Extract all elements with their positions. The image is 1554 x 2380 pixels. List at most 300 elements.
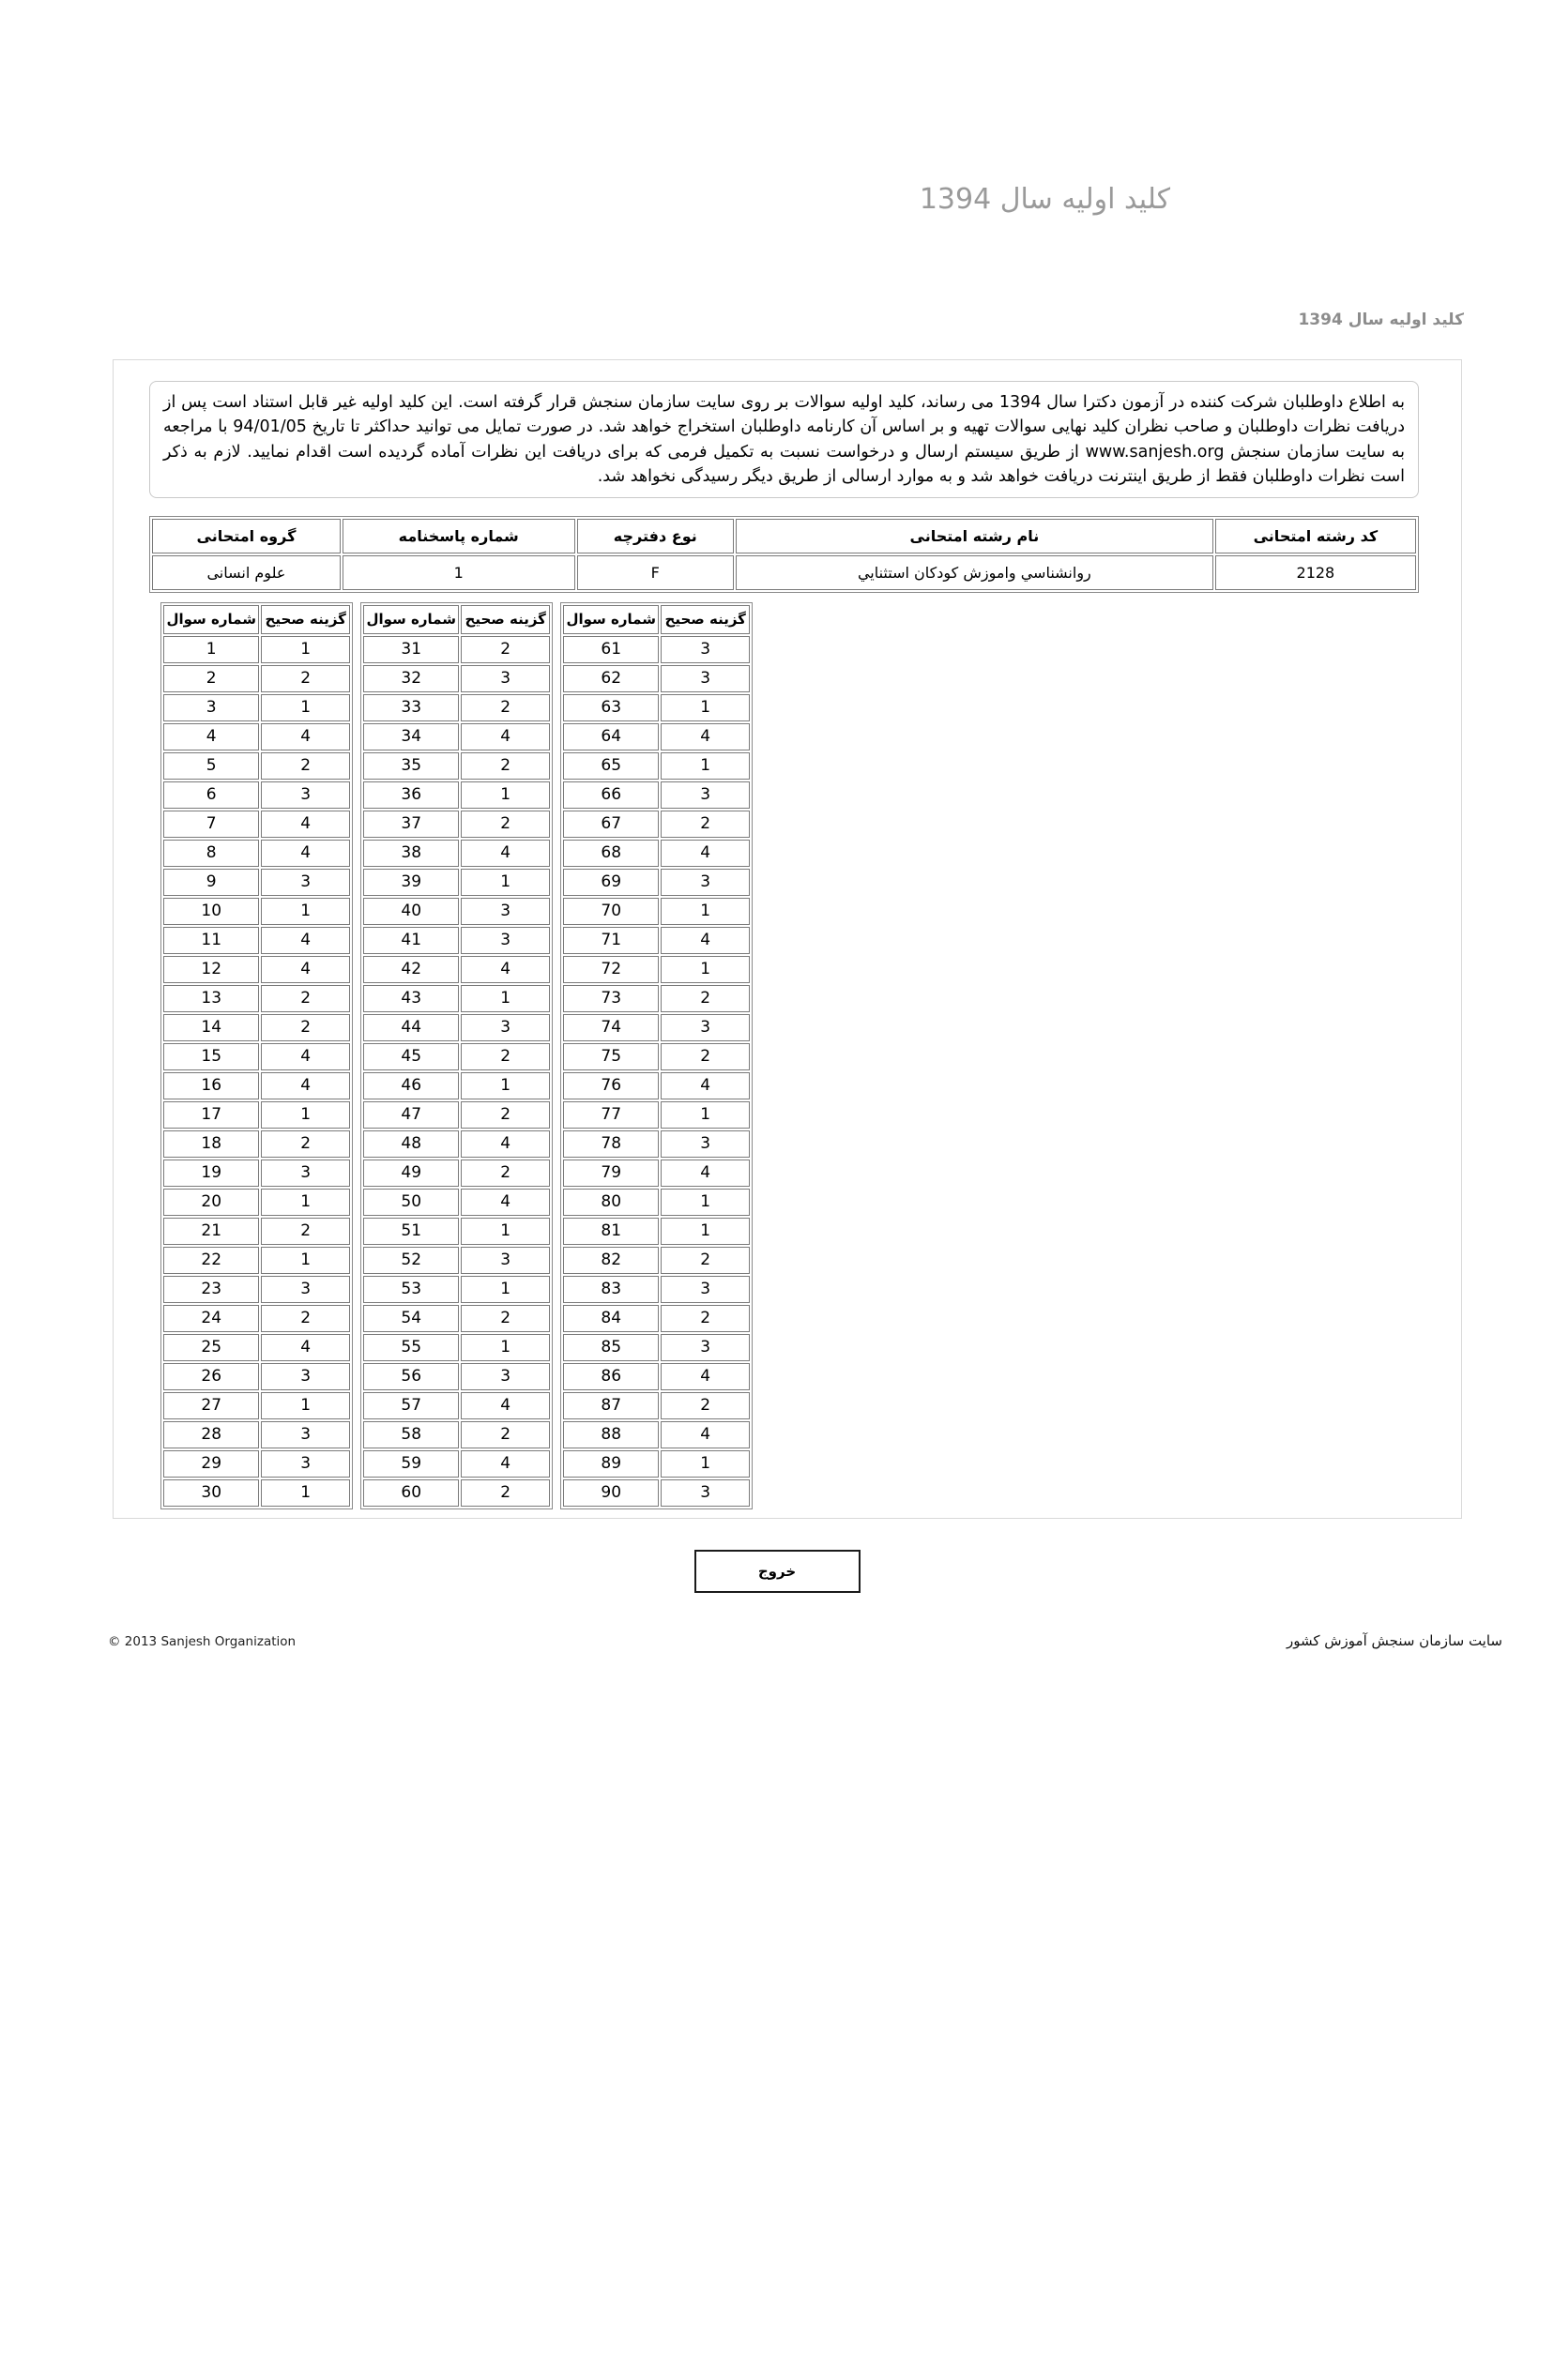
answer-table-1-30 [160, 602, 353, 1509]
answer-row [163, 636, 350, 663]
correct-option-cell: 3 [461, 1014, 550, 1041]
answer-row [363, 1072, 550, 1099]
question-number-cell: 35 [363, 752, 459, 780]
correct-option-cell: 4 [661, 927, 750, 954]
page-title: کلید اولیه سال 1394 [919, 183, 1170, 216]
question-number-cell: 47 [363, 1101, 459, 1129]
correct-option-cell: 2 [461, 636, 550, 663]
correct-option-cell: 1 [461, 1334, 550, 1361]
answer-row [563, 1450, 750, 1478]
answer-row [163, 723, 350, 750]
correct-option-cell: 4 [661, 723, 750, 750]
exam-info-table [149, 516, 1419, 593]
answer-row [563, 985, 750, 1012]
question-number-cell: 10 [163, 898, 259, 925]
correct-option-cell: 2 [261, 752, 350, 780]
correct-option-cell: 1 [261, 1101, 350, 1129]
question-number-cell: 77 [563, 1101, 659, 1129]
correct-option-cell: 3 [261, 1450, 350, 1478]
question-number-cell: 57 [363, 1392, 459, 1419]
answer-row [163, 1014, 350, 1041]
answer-row [363, 1130, 550, 1158]
question-number-cell: 53 [363, 1276, 459, 1303]
question-number-cell: 14 [163, 1014, 259, 1041]
correct-option-cell: 2 [261, 1218, 350, 1245]
question-number-cell: 27 [163, 1392, 259, 1419]
question-number-cell: 65 [563, 752, 659, 780]
correct-option-cell: 1 [661, 694, 750, 721]
correct-option-cell: 2 [661, 1247, 750, 1274]
answer-table-31-60 [360, 602, 553, 1509]
answer-row [363, 1276, 550, 1303]
question-number-cell: 90 [563, 1479, 659, 1507]
answer-row [563, 1189, 750, 1216]
answer-row [163, 1247, 350, 1274]
answer-row [163, 869, 350, 896]
correct-option-cell: 2 [661, 1392, 750, 1419]
question-number-cell: 3 [163, 694, 259, 721]
question-number-cell: 36 [363, 781, 459, 809]
correct-option-cell: 2 [461, 694, 550, 721]
question-number-cell: 76 [563, 1072, 659, 1099]
answer-row [163, 1305, 350, 1332]
question-number-cell: 13 [163, 985, 259, 1012]
booklet-type-value: F [577, 555, 734, 590]
answer-row [363, 665, 550, 692]
correct-option-cell: 3 [661, 665, 750, 692]
booklet-type-header: نوع دفترچه [577, 519, 734, 553]
correct-option-cell: 3 [461, 1247, 550, 1274]
answer-row [563, 1421, 750, 1448]
question-number-cell: 29 [163, 1450, 259, 1478]
answer-row [363, 1014, 550, 1041]
question-number-cell: 32 [363, 665, 459, 692]
question-number-cell: 23 [163, 1276, 259, 1303]
correct-option-cell: 1 [461, 1276, 550, 1303]
question-number-cell: 30 [163, 1479, 259, 1507]
correct-option-cell: 4 [261, 1334, 350, 1361]
answer-row [563, 1101, 750, 1129]
answer-row [363, 694, 550, 721]
correct-option-cell: 4 [461, 956, 550, 983]
correct-option-cell: 3 [661, 1276, 750, 1303]
section-title: کلید اولیه سال 1394 [1298, 311, 1464, 329]
question-number-cell: 38 [363, 840, 459, 867]
question-number-cell: 73 [563, 985, 659, 1012]
answer-row [163, 898, 350, 925]
question-number-cell: 48 [363, 1130, 459, 1158]
question-number-cell: 19 [163, 1160, 259, 1187]
answer-row [563, 1305, 750, 1332]
question-number-cell: 44 [363, 1014, 459, 1041]
answer-row [563, 1392, 750, 1419]
correct-option-cell: 2 [261, 1305, 350, 1332]
correct-option-cell: 3 [661, 869, 750, 896]
question-number-cell: 60 [363, 1479, 459, 1507]
answer-row [363, 1218, 550, 1245]
question-number-cell: 69 [563, 869, 659, 896]
answer-row [363, 1189, 550, 1216]
answer-row [163, 1130, 350, 1158]
correct-option-cell: 3 [461, 665, 550, 692]
correct-option-cell: 3 [661, 1130, 750, 1158]
answer-row [163, 1363, 350, 1390]
answer-row [163, 1276, 350, 1303]
correct-option-cell: 3 [261, 781, 350, 809]
correct-option-cell: 2 [461, 752, 550, 780]
question-number-cell: 6 [163, 781, 259, 809]
question-number-cell: 88 [563, 1421, 659, 1448]
correct-option-cell: 2 [261, 1014, 350, 1041]
correct-option-cell: 4 [461, 1392, 550, 1419]
answer-row [563, 927, 750, 954]
correct-option-header: گزینه صحیح [661, 605, 750, 634]
question-number-cell: 33 [363, 694, 459, 721]
question-number-cell: 67 [563, 811, 659, 838]
answer-row [563, 1363, 750, 1390]
exam-info-header-row [152, 519, 1416, 553]
answer-row [363, 1363, 550, 1390]
answer-row [363, 1101, 550, 1129]
correct-option-cell: 4 [261, 956, 350, 983]
exam-group-header: گروه امتحانی [152, 519, 341, 553]
question-number-cell: 28 [163, 1421, 259, 1448]
question-number-cell: 24 [163, 1305, 259, 1332]
question-number-cell: 56 [363, 1363, 459, 1390]
answer-row [163, 1189, 350, 1216]
correct-option-cell: 3 [661, 1479, 750, 1507]
correct-option-cell: 4 [661, 1072, 750, 1099]
answer-row [563, 956, 750, 983]
question-number-cell: 11 [163, 927, 259, 954]
question-number-cell: 49 [363, 1160, 459, 1187]
correct-option-cell: 2 [461, 1160, 550, 1187]
answer-row [563, 781, 750, 809]
question-number-cell: 2 [163, 665, 259, 692]
correct-option-cell: 1 [661, 752, 750, 780]
correct-option-cell: 3 [661, 636, 750, 663]
question-number-cell: 74 [563, 1014, 659, 1041]
question-number-cell: 22 [163, 1247, 259, 1274]
question-number-cell: 54 [363, 1305, 459, 1332]
question-number-cell: 63 [563, 694, 659, 721]
question-number-header: شماره سوال [363, 605, 459, 634]
question-number-cell: 85 [563, 1334, 659, 1361]
answer-row [363, 1160, 550, 1187]
question-number-cell: 16 [163, 1072, 259, 1099]
answer-row [163, 1101, 350, 1129]
correct-option-cell: 1 [661, 1189, 750, 1216]
answer-table-61-90 [560, 602, 753, 1509]
question-number-cell: 41 [363, 927, 459, 954]
correct-option-cell: 3 [261, 1160, 350, 1187]
question-number-cell: 68 [563, 840, 659, 867]
correct-option-cell: 4 [461, 840, 550, 867]
question-number-cell: 8 [163, 840, 259, 867]
answer-row [563, 1479, 750, 1507]
correct-option-cell: 1 [261, 898, 350, 925]
question-number-cell: 46 [363, 1072, 459, 1099]
correct-option-cell: 4 [261, 1043, 350, 1070]
correct-option-cell: 2 [661, 1305, 750, 1332]
correct-option-cell: 4 [461, 1189, 550, 1216]
correct-option-cell: 2 [461, 1479, 550, 1507]
correct-option-cell: 4 [461, 1130, 550, 1158]
correct-option-cell: 1 [461, 869, 550, 896]
correct-option-cell: 3 [661, 1334, 750, 1361]
answer-row [163, 1043, 350, 1070]
correct-option-cell: 3 [461, 1363, 550, 1390]
correct-option-cell: 4 [261, 811, 350, 838]
answer-row [363, 1421, 550, 1448]
question-number-cell: 43 [363, 985, 459, 1012]
answer-row [163, 956, 350, 983]
correct-option-cell: 1 [661, 1218, 750, 1245]
answer-row [363, 723, 550, 750]
correct-option-cell: 3 [461, 898, 550, 925]
answer-row [363, 1392, 550, 1419]
question-number-cell: 7 [163, 811, 259, 838]
correct-option-cell: 2 [661, 1043, 750, 1070]
question-number-cell: 84 [563, 1305, 659, 1332]
answer-tables-row [160, 602, 1419, 1509]
answer-sheet-number-value: 1 [343, 555, 575, 590]
correct-option-cell: 1 [461, 1072, 550, 1099]
answer-row [563, 869, 750, 896]
correct-option-cell: 2 [461, 811, 550, 838]
content-panel [113, 359, 1462, 1519]
correct-option-cell: 3 [261, 1276, 350, 1303]
correct-option-cell: 1 [461, 781, 550, 809]
correct-option-cell: 4 [461, 1450, 550, 1478]
question-number-cell: 31 [363, 636, 459, 663]
correct-option-cell: 3 [661, 781, 750, 809]
correct-option-cell: 4 [261, 1072, 350, 1099]
answer-row [363, 781, 550, 809]
exam-code-header: کد رشته امتحانی [1215, 519, 1416, 553]
notice-text: به اطلاع داوطلبان شرکت کننده در آزمون دکترا سال 1394 می رساند، کلید اولیه سوالات بر روی سایت سازمان سنجش قرار گرفته است. این کلید اولیه غیر قابل استناد است پس از دریافت نظرات داوطلبان و صاحب نظران کلید نهایی سوالات تهیه و بر اساس آن کارنامه داوطلبان استخراج خواهد شد. در صورت تمایل می توانید حداکثر تا تاریخ 94/01/05 با مراجعه به سایت سازمان سنجش www.sanjesh.org از طریق سیستم ارسال و درخواست نسبت به تکمیل فرمی که برای دریافت این نظرات آماده گردیده است اقدام نمایید. لازم به ذکر است نظرات داوطلبان فقط از طریق اینترنت دریافت خواهد شد و به موارد ارسالی از طریق دیگر رسیدگی نخواهد شد. [149, 381, 1419, 498]
question-number-cell: 70 [563, 898, 659, 925]
correct-option-cell: 4 [661, 1160, 750, 1187]
answer-row [563, 898, 750, 925]
answer-row [163, 781, 350, 809]
question-number-cell: 86 [563, 1363, 659, 1390]
correct-option-cell: 2 [461, 1421, 550, 1448]
question-number-cell: 5 [163, 752, 259, 780]
answer-row [363, 1334, 550, 1361]
correct-option-cell: 1 [261, 1392, 350, 1419]
question-number-header: شماره سوال [563, 605, 659, 634]
correct-option-cell: 1 [661, 1101, 750, 1129]
answer-row [363, 1305, 550, 1332]
correct-option-cell: 4 [261, 927, 350, 954]
question-number-cell: 58 [363, 1421, 459, 1448]
question-number-cell: 55 [363, 1334, 459, 1361]
correct-option-header: گزینه صحیح [461, 605, 550, 634]
answer-row [563, 694, 750, 721]
question-number-cell: 71 [563, 927, 659, 954]
question-number-cell: 87 [563, 1392, 659, 1419]
answer-row [363, 636, 550, 663]
answer-row [563, 1014, 750, 1041]
correct-option-cell: 2 [461, 1043, 550, 1070]
correct-option-cell: 1 [261, 694, 350, 721]
answer-row [363, 840, 550, 867]
answer-row [163, 840, 350, 867]
question-number-cell: 45 [363, 1043, 459, 1070]
correct-option-cell: 2 [261, 985, 350, 1012]
question-number-cell: 80 [563, 1189, 659, 1216]
exam-info-value-row [152, 555, 1416, 590]
exit-button[interactable]: خروج [694, 1550, 861, 1593]
question-number-cell: 75 [563, 1043, 659, 1070]
answer-row [563, 1276, 750, 1303]
question-number-cell: 34 [363, 723, 459, 750]
answer-row [163, 1334, 350, 1361]
correct-option-cell: 2 [661, 985, 750, 1012]
question-number-cell: 20 [163, 1189, 259, 1216]
exam-code-value: 2128 [1215, 555, 1416, 590]
answer-row [163, 1450, 350, 1478]
answer-row [163, 1392, 350, 1419]
answer-row [563, 1130, 750, 1158]
correct-option-cell: 4 [261, 723, 350, 750]
answer-row [163, 694, 350, 721]
correct-option-cell: 3 [661, 1014, 750, 1041]
question-number-cell: 50 [363, 1189, 459, 1216]
correct-option-cell: 4 [661, 1363, 750, 1390]
correct-option-cell: 2 [261, 665, 350, 692]
question-number-cell: 89 [563, 1450, 659, 1478]
question-number-cell: 82 [563, 1247, 659, 1274]
answer-row [363, 752, 550, 780]
correct-option-cell: 1 [661, 956, 750, 983]
copyright-text: © 2013 Sanjesh Organization [108, 1633, 297, 1649]
question-number-cell: 1 [163, 636, 259, 663]
correct-option-cell: 3 [461, 927, 550, 954]
correct-option-cell: 1 [261, 636, 350, 663]
correct-option-cell: 1 [261, 1189, 350, 1216]
question-number-cell: 64 [563, 723, 659, 750]
question-number-cell: 21 [163, 1218, 259, 1245]
answer-row [363, 898, 550, 925]
correct-option-cell: 3 [261, 869, 350, 896]
correct-option-cell: 4 [261, 840, 350, 867]
question-number-cell: 79 [563, 1160, 659, 1187]
correct-option-cell: 2 [261, 1130, 350, 1158]
answer-row [163, 1160, 350, 1187]
answer-row [363, 956, 550, 983]
answer-row [163, 927, 350, 954]
correct-option-cell: 4 [661, 840, 750, 867]
correct-option-cell: 2 [661, 811, 750, 838]
question-number-cell: 17 [163, 1101, 259, 1129]
question-number-cell: 78 [563, 1130, 659, 1158]
exam-major-header: نام رشته امتحانی [736, 519, 1213, 553]
question-number-cell: 18 [163, 1130, 259, 1158]
question-number-cell: 9 [163, 869, 259, 896]
answer-row [563, 840, 750, 867]
question-number-cell: 15 [163, 1043, 259, 1070]
answer-row [363, 1247, 550, 1274]
correct-option-cell: 2 [461, 1305, 550, 1332]
correct-option-cell: 3 [261, 1363, 350, 1390]
question-number-cell: 52 [363, 1247, 459, 1274]
question-number-cell: 39 [363, 869, 459, 896]
question-number-cell: 4 [163, 723, 259, 750]
question-number-cell: 61 [563, 636, 659, 663]
correct-option-cell: 1 [261, 1479, 350, 1507]
correct-option-cell: 1 [661, 1450, 750, 1478]
answer-row [563, 1218, 750, 1245]
answer-row [363, 1043, 550, 1070]
answer-row [563, 1334, 750, 1361]
correct-option-cell: 1 [461, 985, 550, 1012]
question-number-cell: 66 [563, 781, 659, 809]
correct-option-cell: 1 [261, 1247, 350, 1274]
answer-row [563, 665, 750, 692]
correct-option-cell: 4 [661, 1421, 750, 1448]
answer-row [363, 1479, 550, 1507]
question-number-cell: 37 [363, 811, 459, 838]
question-number-cell: 25 [163, 1334, 259, 1361]
answer-row [563, 752, 750, 780]
answer-row [363, 811, 550, 838]
correct-option-cell: 1 [661, 898, 750, 925]
answer-row [563, 1072, 750, 1099]
exam-major-value: روانشناسي واموزش كودكان استثنايي [736, 555, 1213, 590]
exam-group-value: علوم انسانی [152, 555, 341, 590]
answer-row [163, 752, 350, 780]
organization-site-text: سایت سازمان سنجش آموزش کشور [1286, 1631, 1502, 1649]
question-number-cell: 72 [563, 956, 659, 983]
answer-row [363, 927, 550, 954]
question-number-header: شماره سوال [163, 605, 259, 634]
question-number-cell: 81 [563, 1218, 659, 1245]
answer-row [563, 1247, 750, 1274]
correct-option-cell: 2 [461, 1101, 550, 1129]
answer-row [363, 1450, 550, 1478]
answer-row [563, 811, 750, 838]
correct-option-header: گزینه صحیح [261, 605, 350, 634]
correct-option-cell: 3 [261, 1421, 350, 1448]
answer-row [563, 723, 750, 750]
question-number-cell: 62 [563, 665, 659, 692]
answer-row [163, 1421, 350, 1448]
answer-row [163, 1479, 350, 1507]
question-number-cell: 59 [363, 1450, 459, 1478]
footer [108, 1632, 1502, 1649]
answer-row [563, 1160, 750, 1187]
answer-row [163, 665, 350, 692]
question-number-cell: 83 [563, 1276, 659, 1303]
answer-row [563, 1043, 750, 1070]
question-number-cell: 26 [163, 1363, 259, 1390]
answer-row [163, 1072, 350, 1099]
answer-row [563, 636, 750, 663]
question-number-cell: 51 [363, 1218, 459, 1245]
question-number-cell: 40 [363, 898, 459, 925]
answer-row [363, 869, 550, 896]
answer-row [163, 985, 350, 1012]
question-number-cell: 42 [363, 956, 459, 983]
answer-sheet-number-header: شماره پاسخنامه [343, 519, 575, 553]
answer-row [363, 985, 550, 1012]
correct-option-cell: 4 [461, 723, 550, 750]
answer-row [163, 811, 350, 838]
question-number-cell: 12 [163, 956, 259, 983]
answer-row [163, 1218, 350, 1245]
